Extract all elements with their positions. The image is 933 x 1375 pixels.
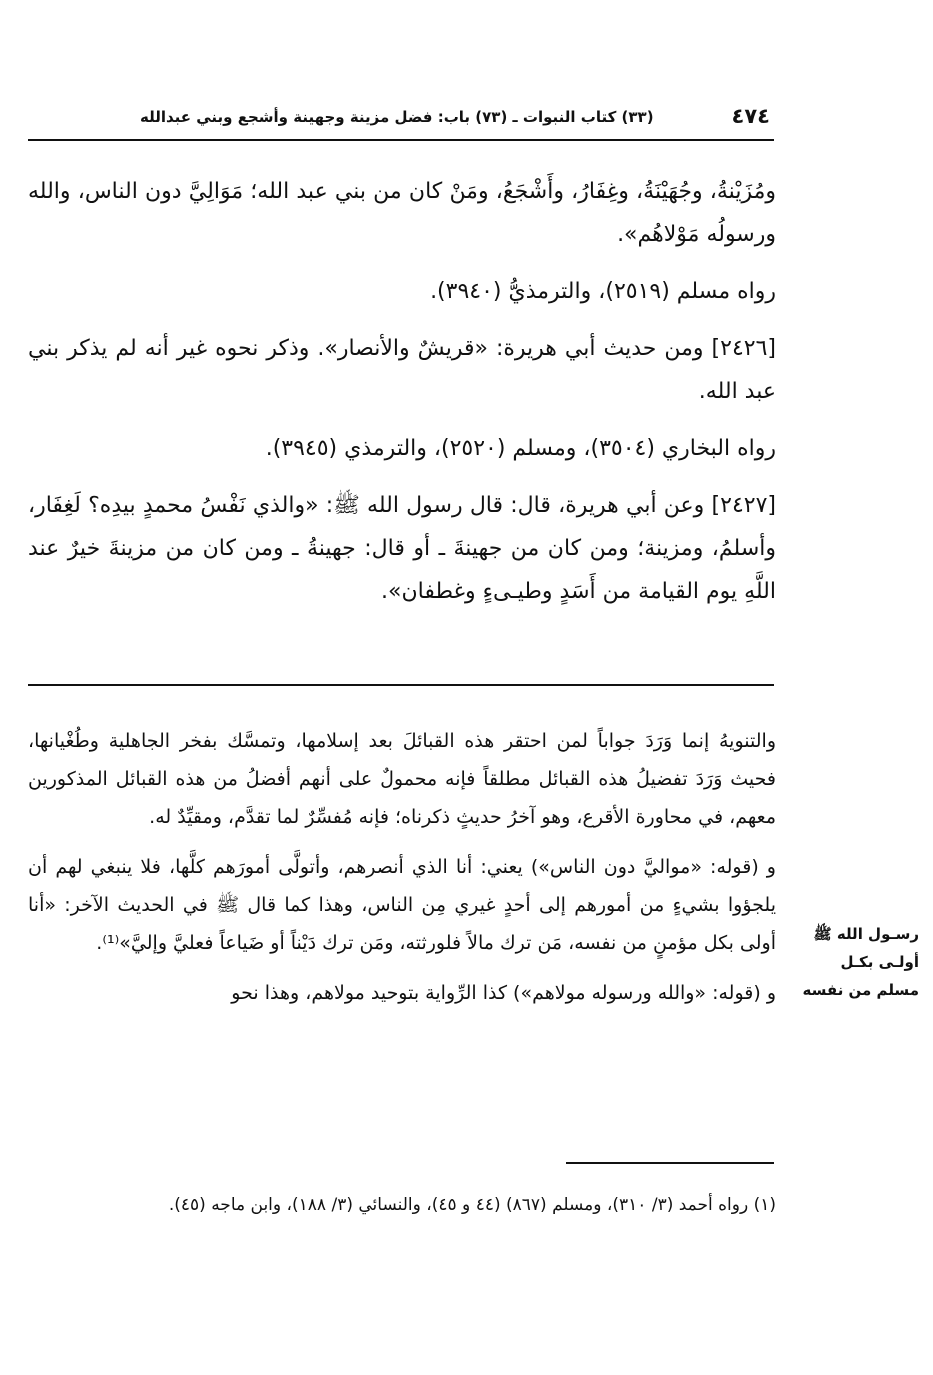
commentary-paragraph: والتنويهُ إنما وَرَدَ جواباً لمن احتقر هذه القبائلَ بعد إسلامها، وتمسَّك بفخر الجاهلية وطُغْيانها، فحيث وَرَدَ تفضيلُ هذه القبائل مطلقاً فإنه محمولٌ على أنهم أفضلُ من هذه القبائل المذكورين معهم، في محاورة الأقرع، وهو آخرُ حديثٍ ذكرناه؛ فإنه مُفسِّرٌ لما تقدَّم، ومقيِّدٌ له. xyxy=(28,730,776,828)
hadith-source: رواه مسلم (٢٥١٩)، والترمذيُّ (٣٩٤٠). xyxy=(430,279,776,304)
running-head xyxy=(140,104,770,134)
margin-note-line: رسـول الله ﷺ xyxy=(813,925,919,943)
hadith-paragraph: [٢٤٢٧] وعن أبي هريرة، قال: قال رسول الله ﷺ: «والذي نَفْسُ محمدٍ بيدِه؟ لَغِفَار، وأسلمُ، ومزينة؛ ومن كان من جهينةَ ـ أو قال: جهينةُ ـ ومن كان من مزينةَ خيرٌ عند اللَّهِ يوم القيامة من أَسَدٍ وطيـىءٍ وغطفان». xyxy=(28,493,776,604)
commentary-paragraph: و (قوله: «والله ورسوله مولاهم») كذا الرِّواية بتوحيد مولاهم، وهذا نحو xyxy=(231,982,776,1004)
commentary-paragraph: و (قوله: «مواليَّ دون الناس») يعني: أنا الذي أنصرهم، وأتولَّى أمورَهم كلَّها، فلا ينبغي لهم أن يلجؤوا بشيءٍ من أمورهم إلى أحدٍ غيري مِن الناس، وهذا كما قال ﷺ في الحديث الآخر: «أنا أولى بكل مؤمنٍ من نفسه، مَن ترك مالاً فلورثته، ومَن ترك دَيْناً أو ضَياعاً فعليَّ وإليَّ»⁽¹⁾. xyxy=(28,856,776,954)
margin-note-line: أولـى بكـل xyxy=(840,953,919,971)
hadith-paragraph: [٢٤٢٦] ومن حديث أبي هريرة: «قريشٌ والأنصار». وذكر نحوه غير أنه لم يذكر بني عبد الله. xyxy=(28,336,776,404)
chapter-title: (٣٣) كتاب النبوات ـ (٧٣) باب: فضل مزينة وجهينة وأشجع وبني عبدالله xyxy=(140,108,654,126)
margin-note xyxy=(789,920,919,1004)
footnotes xyxy=(28,1188,776,1222)
footnote: (١) رواه أحمد (٣/ ٣١٠)، ومسلم (٨٦٧) (٤٤ و ٤٥)، والنسائي (٣/ ١٨٨)، وابن ماجه (٤٥). xyxy=(168,1195,776,1215)
section-rule xyxy=(28,684,774,686)
commentary-text xyxy=(28,722,776,1024)
footnote-rule xyxy=(566,1162,774,1164)
header-rule xyxy=(28,139,774,141)
margin-note-line: مسلم من نفسه xyxy=(802,981,919,999)
hadith-paragraph: ومُزَيْنةُ، وجُهَيْنَةُ، وغِفَارُ، وأَشْجَعُ، ومَنْ كان من بني عبد الله؛ مَوَالِيَّ دون الناس، والله ورسولُه مَوْلاهُم». xyxy=(28,179,776,247)
hadith-source: رواه البخاري (٣٥٠٤)، ومسلم (٢٥٢٠)، والترمذي (٣٩٤٥). xyxy=(265,436,776,461)
page-number: ٤٧٤ xyxy=(731,104,770,128)
hadith-text xyxy=(28,170,776,627)
